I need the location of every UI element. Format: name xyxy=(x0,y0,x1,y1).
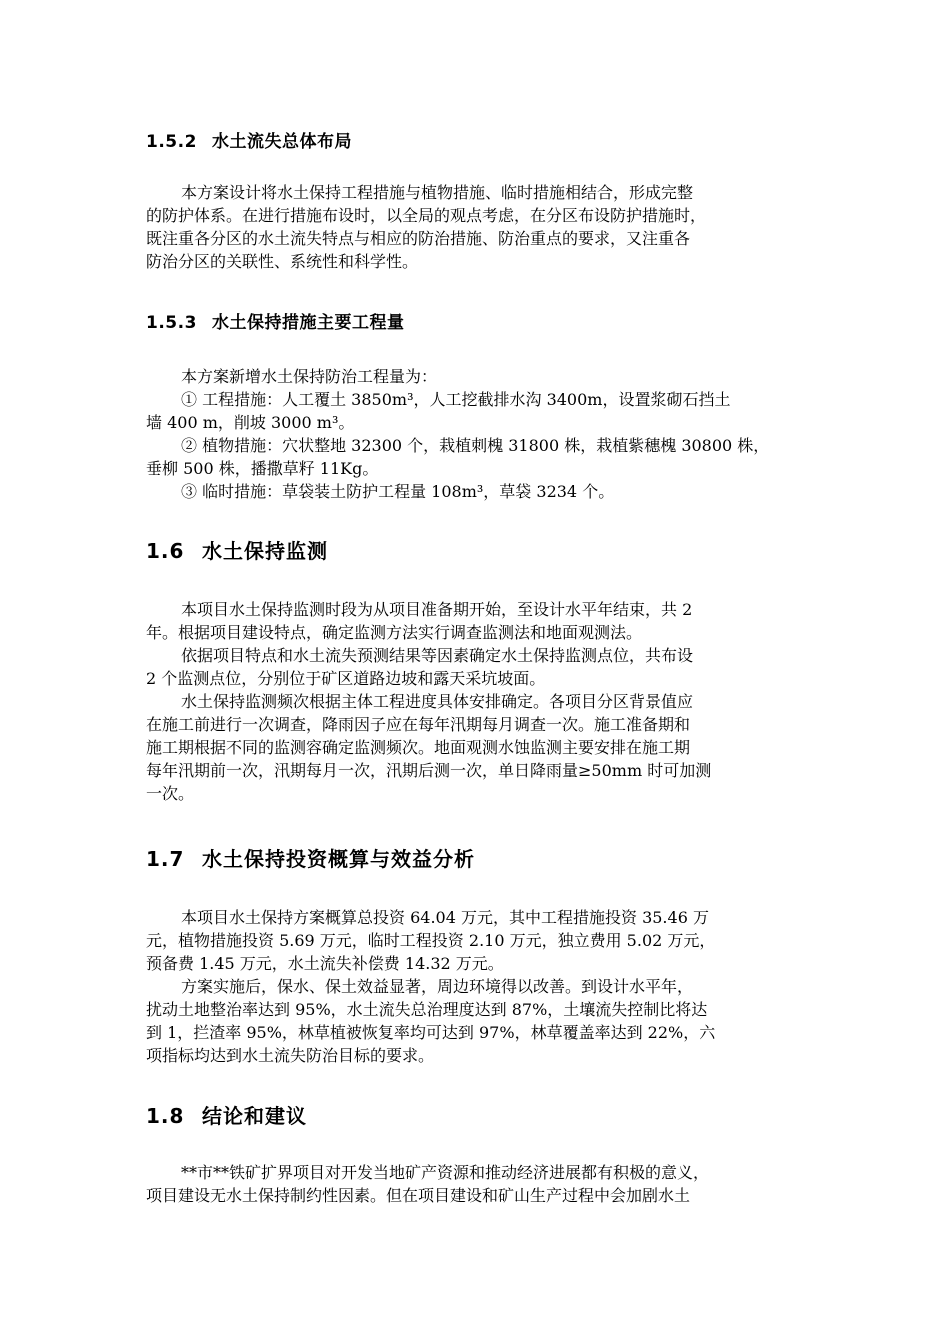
text-line: 本方案新增水土保持防治工程量为： xyxy=(181,367,438,386)
section-title: 水土保持投资概算与效益分析 xyxy=(202,847,475,871)
paragraph-investment xyxy=(146,906,806,1067)
text-line: 的防护体系。在进行措施布设时，以全局的观点考虑，在分区布设防护措施时， xyxy=(146,206,707,225)
section-heading-1-7 xyxy=(146,843,475,872)
text-line: 项指标均达到水土流失防治目标的要求。 xyxy=(146,1046,435,1065)
text-line: 扰动土地整治率达到 95%，水土流失总治理度达到 87%，土壤流失控制比将达 xyxy=(146,1000,708,1019)
text-line: 施工期根据不同的监测容确定监测频次。地面观测水蚀监测主要安排在施工期 xyxy=(146,738,691,757)
text-line: 既注重各分区的水土流失特点与相应的防治措施、防治重点的要求，又注重各 xyxy=(146,229,691,248)
text-line: 年。根据项目建设特点，确定监测方法实行调查监测法和地面观测法。 xyxy=(146,623,643,642)
text-line: 依据项目特点和水土流失预测结果等因素确定水土保持监测点位，共布设 xyxy=(181,646,694,665)
text-line: ② 植物措施：穴状整地 32300 个，栽植刺槐 31800 株，栽植紫穗槐 30800 株， xyxy=(181,436,770,455)
section-number: 1.5.2 xyxy=(146,132,197,152)
section-title: 水土保持监测 xyxy=(202,539,328,563)
section-heading-1-6 xyxy=(146,535,328,564)
text-line: ① 工程措施：人工覆土 3850m³，人工挖截排水沟 3400m，设置浆砌石挡土 xyxy=(181,390,731,409)
text-line: 元，植物措施投资 5.69 万元，临时工程投资 2.10 万元，独立费用 5.02 万元， xyxy=(146,931,716,950)
text-line: **市**铁矿扩界项目对开发当地矿产资源和推动经济进展都有积极的意义， xyxy=(181,1163,710,1182)
text-line: 2 个监测点位，分别位于矿区道路边坡和露天采坑坡面。 xyxy=(146,669,546,688)
section-title: 水土保持措施主要工程量 xyxy=(212,313,405,333)
section-title: 水土流失总体布局 xyxy=(212,132,352,152)
text-line: 方案实施后，保水、保土效益显著，周边环境得以改善。到设计水平年， xyxy=(181,977,694,996)
text-line: 垂柳 500 株，播撒草籽 11Kg。 xyxy=(146,459,379,478)
paragraph-quantities xyxy=(146,365,806,503)
text-line: 一次。 xyxy=(146,784,195,803)
text-line: 水土保持监测频次根据主体工程进度具体安排确定。各项目分区背景值应 xyxy=(181,692,694,711)
paragraph-layout xyxy=(146,181,806,273)
paragraph-conclusion xyxy=(146,1161,806,1207)
text-line: 墙 400 m，削坡 3000 m³。 xyxy=(146,413,355,432)
text-line: 项目建设无水土保持制约性因素。但在项目建设和矿山生产过程中会加剧水土 xyxy=(146,1186,691,1205)
text-line: ③ 临时措施：草袋装土防护工程量 108m³，草袋 3234 个。 xyxy=(181,482,615,501)
section-heading-1-5-2 xyxy=(146,127,352,152)
text-line: 预备费 1.45 万元，水土流失补偿费 14.32 万元。 xyxy=(146,954,504,973)
section-number: 1.5.3 xyxy=(146,313,197,333)
section-title: 结论和建议 xyxy=(202,1104,307,1128)
text-line: 在施工前进行一次调查，降雨因子应在每年汛期每月调查一次。施工准备期和 xyxy=(146,715,691,734)
text-line: 本方案设计将水土保持工程措施与植物措施、临时措施相结合，形成完整 xyxy=(181,183,694,202)
section-number: 1.6 xyxy=(146,539,185,563)
text-line: 本项目水土保持监测时段为从项目准备期开始，至设计水平年结束，共 2 xyxy=(181,600,693,619)
text-line: 到 1，拦渣率 95%，林草植被恢复率均可达到 97%，林草覆盖率达到 22%，六 xyxy=(146,1023,716,1042)
section-heading-1-8 xyxy=(146,1100,307,1129)
section-number: 1.8 xyxy=(146,1104,185,1128)
text-line: 本项目水土保持方案概算总投资 64.04 万元，其中工程措施投资 35.46 万 xyxy=(181,908,709,927)
text-line: 每年汛期前一次，汛期每月一次，汛期后测一次，单日降雨量≥50mm 时可加测 xyxy=(146,761,712,780)
paragraph-monitoring xyxy=(146,598,806,805)
section-heading-1-5-3 xyxy=(146,308,405,333)
text-line: 防治分区的关联性、系统性和科学性。 xyxy=(146,252,419,271)
section-number: 1.7 xyxy=(146,847,185,871)
